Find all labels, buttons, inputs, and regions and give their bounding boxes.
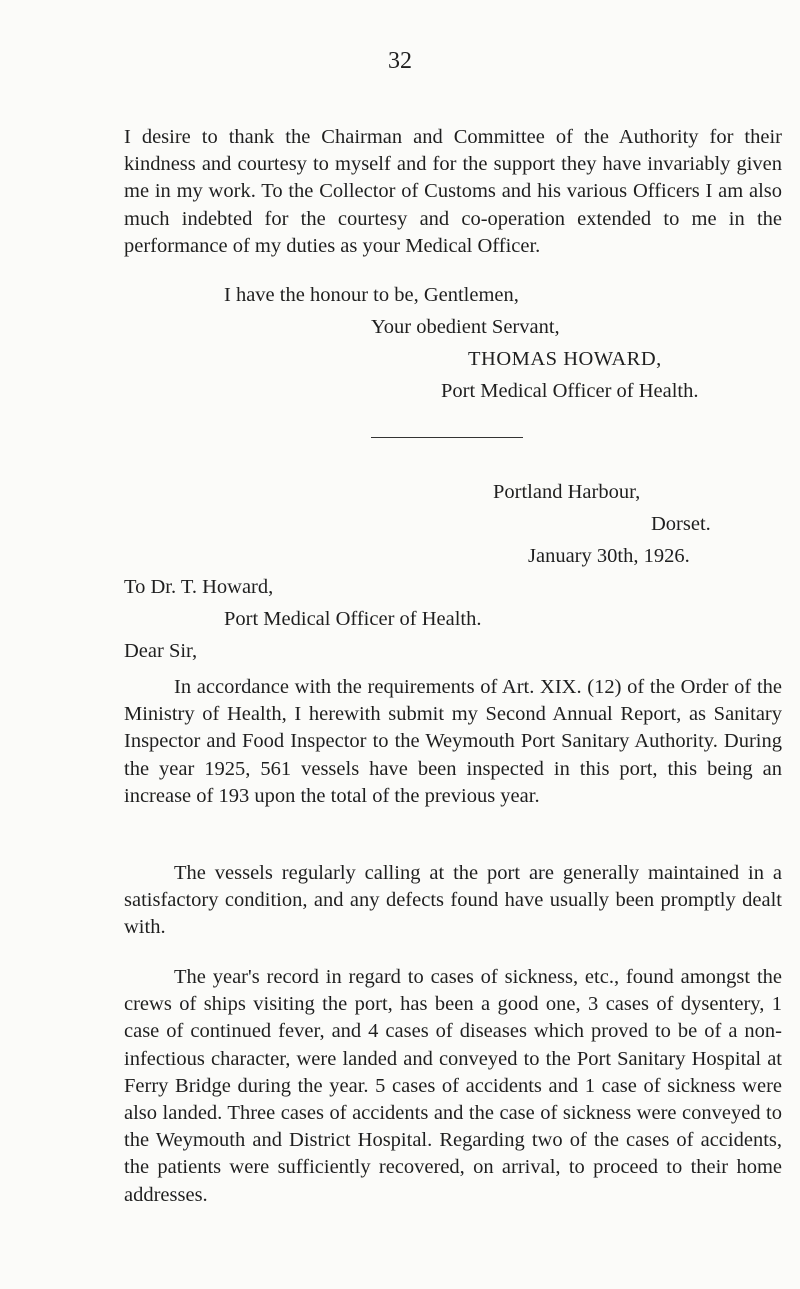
letter2-recipient-title: Port Medical Officer of Health. [224,608,482,630]
letter2-address-line2: Dorset. [651,513,711,535]
letter2-paragraph-1: In accordance with the requirements of Art. XIX. (12) of the Order of the Ministry of Health, I herewith submit my Second Annual Report, as Sanitary Inspector and Food Inspector to the Weymouth Port Sanitary Authority. During the year 1925, 561 vessels have been inspected in this port, this being an increase of 193 upon the total of the previous year. [124,676,782,807]
letter2-paragraph-2: The vessels regularly calling at the port are generally maintained in a satisfactory condition, and any defects found have usually been promptly dealt with. [124,862,782,939]
letter2-salutation: Dear Sir, [124,640,198,662]
letter2-address-line1: Portland Harbour, [493,481,641,503]
page-number: 32 [388,48,412,74]
letter2-paragraph-3: The year's record in regard to cases of sickness, etc., found amongst the crews of ships visiting the port, has been a good one, 3 cases of dysentery, 1 case of continued fever, and 4 cases of diseases which proved to be of a non-infectious character, were landed and conveyed to the Port Sanitary Hospital at Ferry Bridge during the year. 5 cases of accidents and 1 case of sickness were also landed. Three cases of accidents and the case of sickness were conveyed to the Weymouth and District Hospital. Regarding two of the cases of accidents, the patients were sufficiently recovered, on arrival, to proceed to their home addresses. [124,966,782,1206]
letter1-paragraph: I desire to thank the Chairman and Committee of the Authority for their kindness and courtesy to myself and for the support they have invariably given me in my work. To the Collector of Customs and his various Officers I am also much indebted for the courtesy and co-operation extended to me in the performance of my duties as your Medical Officer. [124,126,782,257]
letter1-signature: THOMAS HOWARD, [468,348,662,370]
letter2-recipient: To Dr. T. Howard, [124,576,274,598]
letter1-valediction: Your obedient Servant, [371,316,560,338]
letter1-signature-title: Port Medical Officer of Health. [441,380,699,402]
letter2-date: January 30th, 1926. [528,545,690,567]
letter1-closing: I have the honour to be, Gentlemen, [224,284,519,306]
section-divider [371,437,523,438]
